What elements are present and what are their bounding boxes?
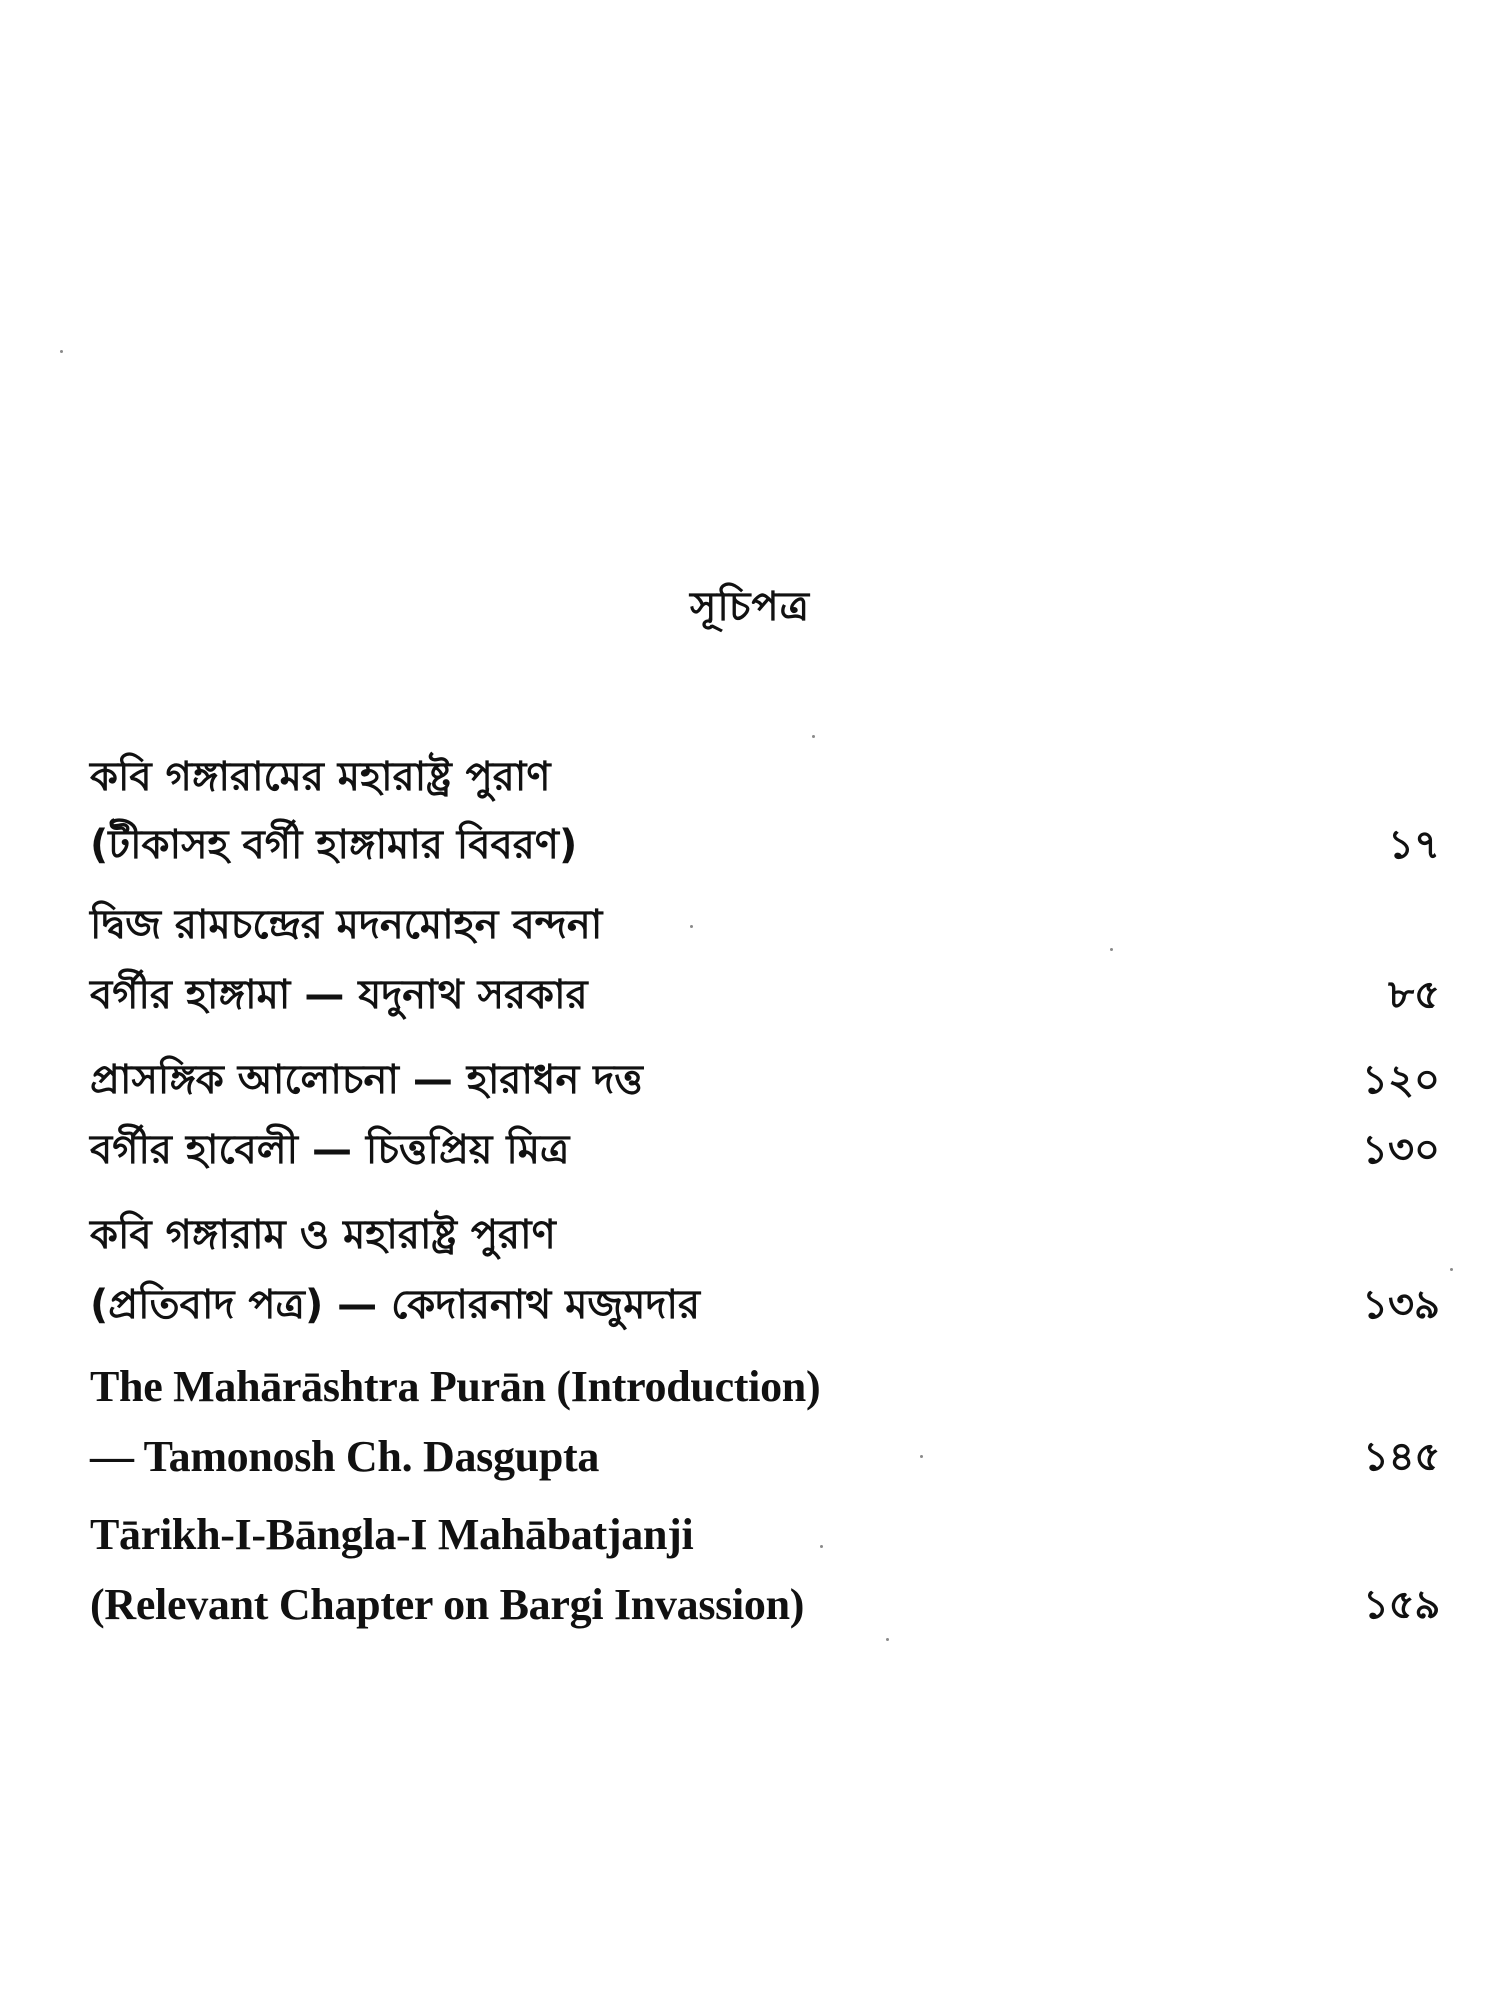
- entry-subtitle: (প্রতিবাদ পত্র) — কেদারনাথ মজুমদার: [90, 1282, 701, 1328]
- entry-subtitle: (টীকাসহ বর্গী হাঙ্গামার বিবরণ): [90, 822, 578, 868]
- paper-speck: [1450, 1268, 1453, 1271]
- page-number: ১৩০: [1362, 1127, 1440, 1173]
- toc-entry-1-line-1: [90, 747, 1440, 807]
- page-number: ৮৫: [1388, 972, 1440, 1018]
- entry-title: The Mahārāshtra Purān (Introduction): [90, 1362, 821, 1411]
- page-number: ১২০: [1362, 1057, 1440, 1103]
- paper-speck: [812, 735, 815, 738]
- toc-entry-2-line-1: [90, 895, 1440, 955]
- entry-title: প্রাসঙ্গিক আলোচনা — হারাধন দত্ত: [90, 1057, 643, 1103]
- toc-entry-3: [90, 1050, 1440, 1110]
- paper-speck: [886, 1638, 889, 1641]
- entry-subtitle: (Relevant Chapter on Bargi Invassion): [90, 1580, 805, 1629]
- page-number: ১৩৯: [1362, 1282, 1440, 1328]
- toc-entry-5-line-1: [90, 1205, 1440, 1265]
- toc-entry-1-line-2: [90, 815, 1440, 875]
- page-title: সূচিপত্র: [690, 584, 810, 630]
- toc-entry-4: [90, 1120, 1440, 1180]
- entry-title: বর্গীর হাবেলী — চিত্তপ্রিয় মিত্র: [90, 1127, 570, 1173]
- entry-title: কবি গঙ্গারাম ও মহারাষ্ট্র পুরাণ: [90, 1212, 556, 1258]
- page-number: ১৭: [1388, 822, 1440, 868]
- entry-subtitle: — Tamonosh Ch. Dasgupta: [90, 1432, 600, 1481]
- toc-entry-2-line-2: [90, 965, 1440, 1025]
- page-number: ১৪৫: [1363, 1434, 1440, 1480]
- page-number: ১৫৯: [1363, 1582, 1440, 1628]
- entry-title: Tārikh-I-Bāngla-I Mahābatjanji: [90, 1510, 694, 1559]
- toc-entry-5-line-2: [90, 1275, 1440, 1335]
- toc-entry-6-line-1: [90, 1357, 1440, 1417]
- entry-title: কবি গঙ্গারামের মহারাষ্ট্র পুরাণ: [90, 754, 551, 800]
- toc-entry-7-line-2: [90, 1575, 1440, 1635]
- entry-subtitle: বর্গীর হাঙ্গামা — যদুনাথ সরকার: [90, 972, 588, 1018]
- toc-entry-6-line-2: [90, 1427, 1440, 1487]
- entry-title: দ্বিজ রামচন্দ্রের মদনমোহন বন্দনা: [90, 902, 603, 948]
- toc-entry-7-line-1: [90, 1505, 1440, 1565]
- paper-speck: [60, 350, 63, 353]
